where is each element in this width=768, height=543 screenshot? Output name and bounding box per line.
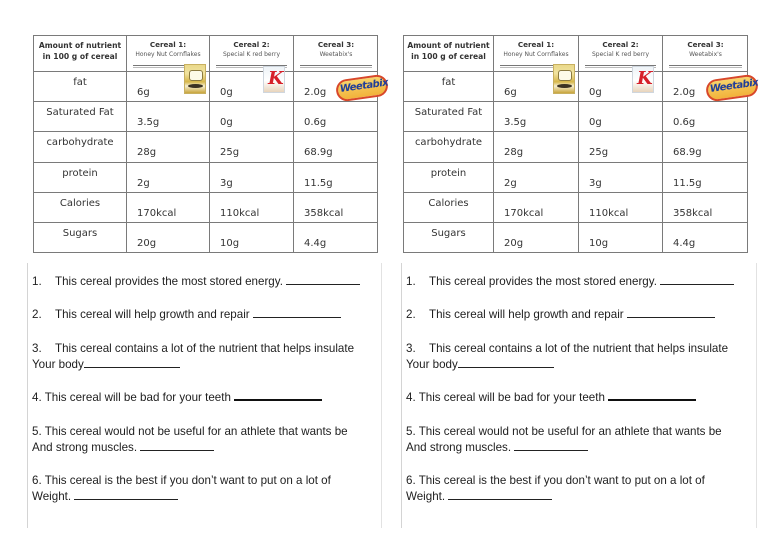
question-5 <box>406 424 754 456</box>
cereal-2-title: Cereal 2: <box>233 40 270 49</box>
value-cell: 358kcal <box>294 193 378 223</box>
answer-blank[interactable] <box>74 489 178 500</box>
question-text: This cereal provides the most stored energy. <box>429 275 657 288</box>
header-label-line2: in 100 g of cereal <box>411 52 486 61</box>
value-cell: 10g <box>210 223 294 253</box>
answer-rule <box>300 65 372 68</box>
question-number: 2. <box>406 308 416 321</box>
value-cell: 2g <box>494 163 579 193</box>
value-cell <box>494 72 579 102</box>
question-text: This cereal provides the most stored energy. <box>55 275 283 288</box>
answer-blank[interactable] <box>608 390 696 401</box>
value-text: 0g <box>589 87 602 98</box>
value-cell: 3.5g <box>494 102 579 132</box>
questions-panel <box>27 263 382 528</box>
question-text-line2: Weight. <box>32 490 72 503</box>
question-6 <box>32 473 379 505</box>
answer-blank[interactable] <box>514 440 588 451</box>
value-cell: 110kcal <box>210 193 294 223</box>
question-text: This cereal contains a lot of the nutrient that helps insulate <box>55 342 355 355</box>
nutrient-label: Sugars <box>34 223 127 253</box>
question-text: This cereal would not be useful for an athlete that wants be <box>44 425 348 438</box>
value-cell: 0g <box>210 102 294 132</box>
value-cell: 4.4g <box>673 238 696 249</box>
value-cell: 28g <box>494 132 579 163</box>
value-cell: 3.5g <box>127 102 210 132</box>
question-1 <box>406 274 754 290</box>
value-cell: 11.5g <box>663 163 748 193</box>
value-text: 6g <box>137 87 150 98</box>
question-number: 4. <box>406 391 416 404</box>
question-3 <box>32 341 379 373</box>
nutrient-label: protein <box>34 163 127 193</box>
cereal-3-name: Weetabix's <box>689 51 722 58</box>
nutrient-table <box>33 35 378 253</box>
answer-blank[interactable] <box>458 357 554 368</box>
value-cell: 0.6g <box>663 102 748 132</box>
value-cell: 3g <box>579 163 663 193</box>
value-text: 0g <box>220 87 233 98</box>
nutrient-label: Sugars <box>404 223 494 253</box>
answer-blank[interactable] <box>627 307 715 318</box>
cereal-2-name: Special K red berry <box>223 51 280 58</box>
special-k-box-icon <box>632 66 654 93</box>
question-text: This cereal is the best if you don’t want to put on a lot of <box>44 474 331 487</box>
value-cell <box>210 72 294 102</box>
answer-blank[interactable] <box>448 489 552 500</box>
question-text-line2: Your body <box>406 358 458 371</box>
cereal-2-title: Cereal 2: <box>602 40 639 49</box>
question-number: 5. <box>32 425 42 438</box>
value-cell: 20g <box>127 223 210 253</box>
question-text-line2: And strong muscles. <box>406 441 512 454</box>
header-row-label <box>404 36 494 72</box>
question-text: This cereal will be bad for your teeth <box>418 391 605 404</box>
answer-blank[interactable] <box>140 440 214 451</box>
nutrient-label: carbohydrate <box>404 132 494 163</box>
question-2 <box>32 307 379 323</box>
nutrient-table <box>403 35 748 253</box>
question-text: This cereal will be bad for your teeth <box>44 391 231 404</box>
question-5 <box>32 424 379 456</box>
cereal-1-name: Honey Nut Cornflakes <box>503 51 569 58</box>
value-cell: 68.9g <box>294 132 378 163</box>
value-cell: 28g <box>127 132 210 163</box>
value-cell: 4.4g <box>304 238 327 249</box>
honey-nut-cornflakes-box-icon <box>184 64 206 94</box>
question-number: 1. <box>406 275 416 288</box>
nutrient-label: Calories <box>404 193 494 223</box>
question-4 <box>406 390 754 406</box>
cereal-2-name: Special K red berry <box>592 51 649 58</box>
nutrient-label: Calories <box>34 193 127 223</box>
question-text: This cereal will help growth and repair <box>429 308 624 321</box>
nutrient-label: protein <box>404 163 494 193</box>
value-text: 2.0g <box>673 87 696 98</box>
question-number: 1. <box>32 275 42 288</box>
value-cell: 68.9g <box>663 132 748 163</box>
answer-rule <box>669 65 742 68</box>
cereal-3-title: Cereal 3: <box>687 40 724 49</box>
cereal-3-name: Weetabix's <box>319 51 353 58</box>
cereal-1-title: Cereal 1: <box>149 40 187 49</box>
value-cell: 25g <box>210 132 294 163</box>
value-cell: 0.6g <box>294 102 378 132</box>
weetabix-logo-icon <box>705 73 760 102</box>
question-number: 3. <box>32 342 42 355</box>
answer-blank[interactable] <box>84 357 180 368</box>
header-label-line1: Amount of nutrient <box>407 41 490 50</box>
question-text-line2: And strong muscles. <box>32 441 138 454</box>
value-cell: 10g <box>579 223 663 253</box>
answer-blank[interactable] <box>286 274 360 285</box>
header-label-line2: in 100 g of cereal <box>42 52 118 61</box>
question-text-line2: Your body <box>32 358 84 371</box>
cereal-1-name: Honey Nut Cornflakes <box>135 51 201 58</box>
question-text: This cereal will help growth and repair <box>55 308 250 321</box>
value-cell: 20g <box>494 223 579 253</box>
question-2 <box>406 307 754 323</box>
value-text: 2.0g <box>304 87 327 98</box>
honey-nut-cornflakes-box-icon <box>553 64 575 94</box>
nutrient-label: Saturated Fat <box>34 102 127 132</box>
value-cell: 170kcal <box>127 193 210 223</box>
question-number: 2. <box>32 308 42 321</box>
question-text-line2: Weight. <box>406 490 446 503</box>
value-cell <box>579 72 663 102</box>
nutrient-label: fat <box>34 72 127 102</box>
header-label-line1: Amount of nutrient <box>38 41 122 50</box>
question-1 <box>32 274 379 290</box>
value-cell: 110kcal <box>579 193 663 223</box>
question-text: This cereal contains a lot of the nutrient that helps insulate <box>429 342 729 355</box>
question-number: 6. <box>406 474 416 487</box>
value-cell: 3g <box>210 163 294 193</box>
value-cell: 2g <box>127 163 210 193</box>
value-cell: 11.5g <box>294 163 378 193</box>
value-cell <box>127 72 210 102</box>
cereal-1-title: Cereal 1: <box>517 40 555 49</box>
value-text: 6g <box>504 87 517 98</box>
question-text: This cereal would not be useful for an athlete that wants be <box>418 425 722 438</box>
header-row-label <box>34 36 127 72</box>
header-cereal-3 <box>663 36 748 72</box>
value-cell <box>294 72 378 102</box>
value-cell: 170kcal <box>494 193 579 223</box>
worksheet-right <box>370 0 754 543</box>
question-4 <box>32 390 379 406</box>
question-number: 5. <box>406 425 416 438</box>
nutrient-label: fat <box>404 72 494 102</box>
question-text: This cereal is the best if you don’t want to put on a lot of <box>418 474 705 487</box>
nutrient-label: carbohydrate <box>34 132 127 163</box>
value-cell: 0g <box>579 102 663 132</box>
question-number: 6. <box>32 474 42 487</box>
answer-blank[interactable] <box>660 274 734 285</box>
header-cereal-3 <box>294 36 378 72</box>
questions-panel <box>401 263 757 528</box>
answer-blank[interactable] <box>253 307 341 318</box>
question-number: 4. <box>32 391 42 404</box>
value-cell: 25g <box>579 132 663 163</box>
question-number: 3. <box>406 342 416 355</box>
value-cell <box>663 72 748 102</box>
question-6 <box>406 473 754 505</box>
answer-blank[interactable] <box>234 390 322 401</box>
nutrient-label: Saturated Fat <box>404 102 494 132</box>
special-k-box-icon <box>263 66 285 93</box>
question-3 <box>406 341 754 373</box>
cereal-3-title: Cereal 3: <box>317 40 355 49</box>
value-cell: 358kcal <box>663 193 748 223</box>
